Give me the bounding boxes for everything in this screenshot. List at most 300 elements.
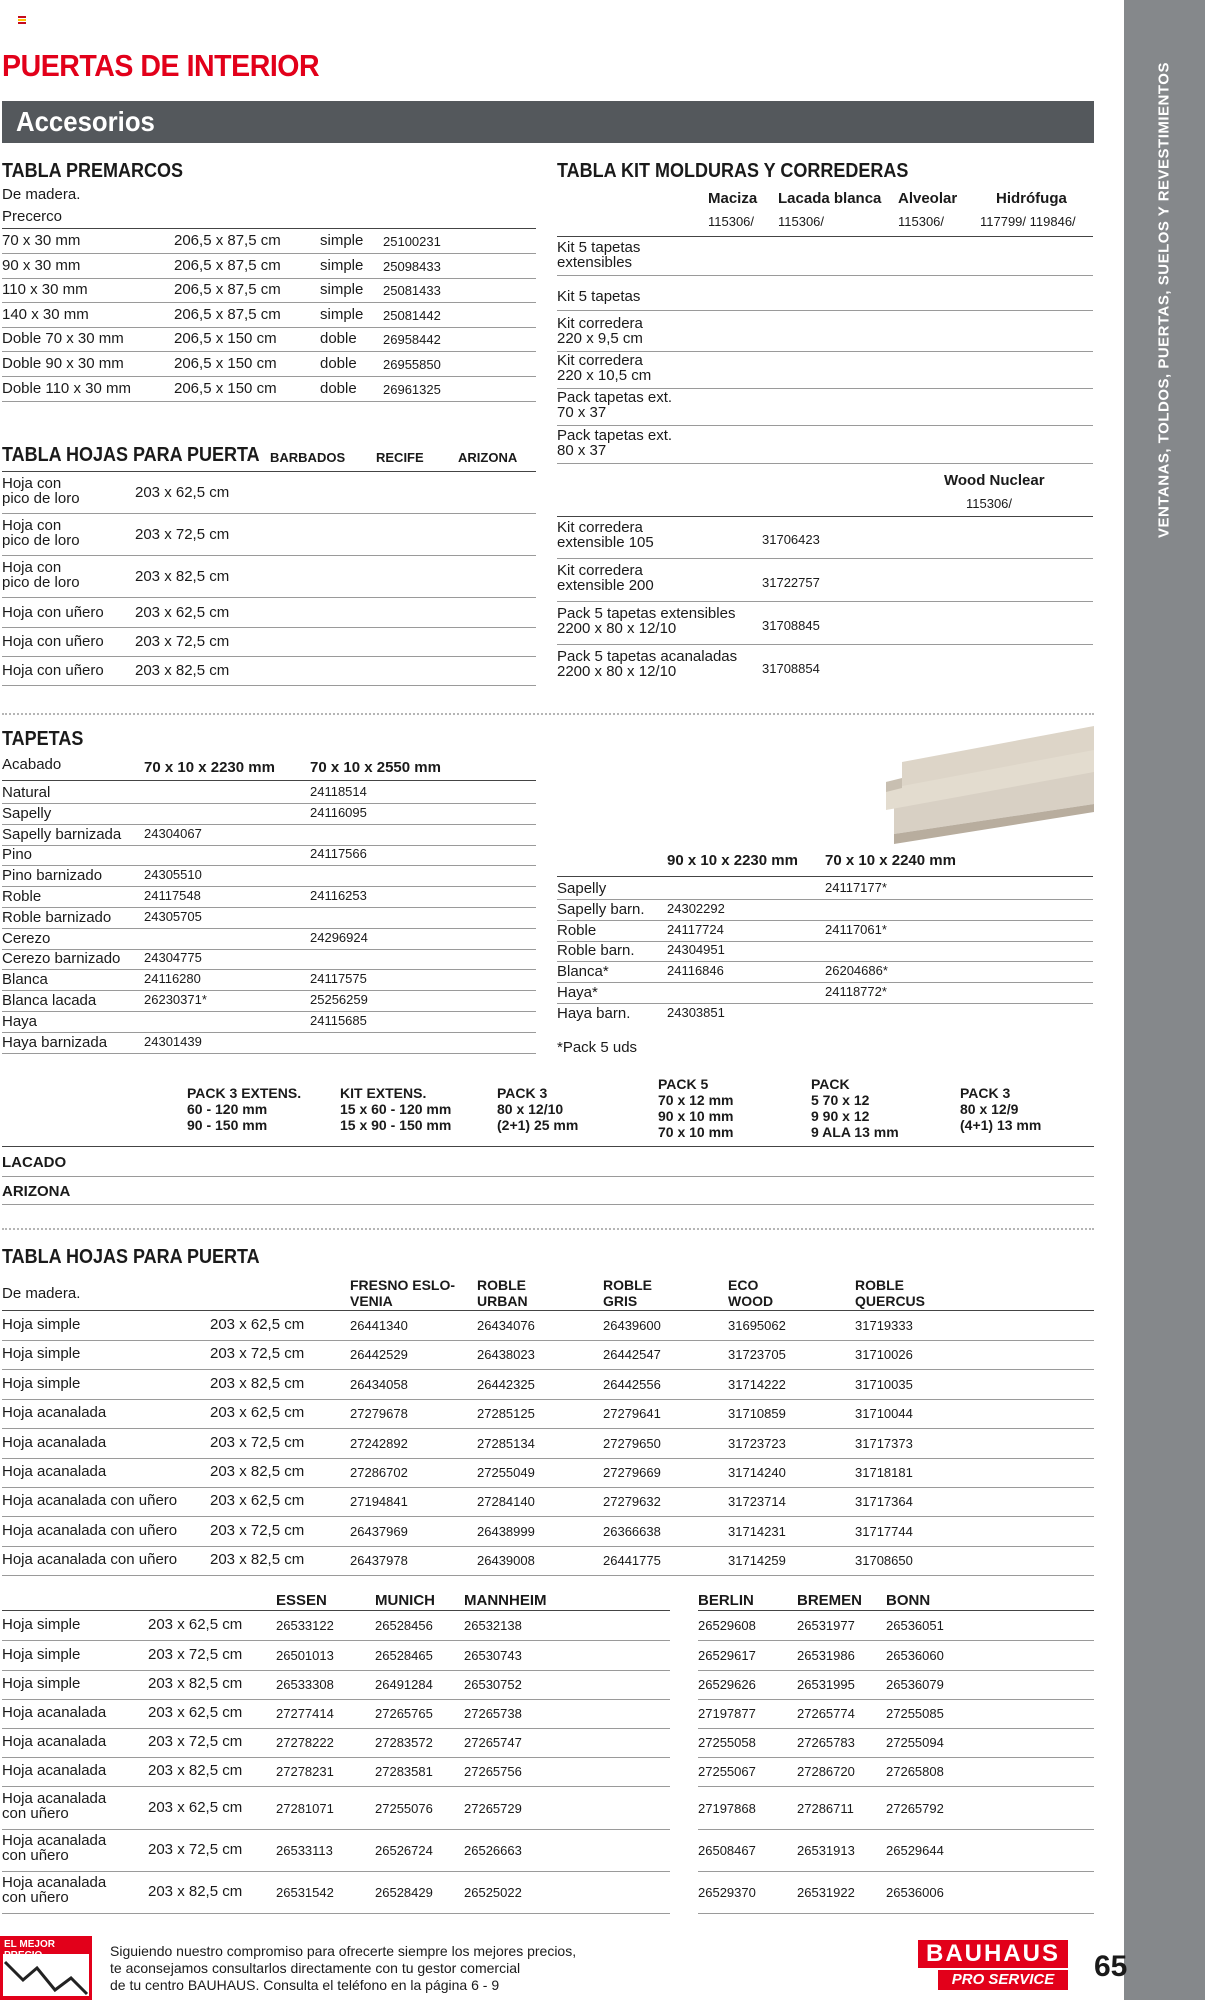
table-subtitle: Acabado <box>2 756 62 773</box>
row-divider <box>2 656 536 657</box>
premarco-dim: 206,5 x 87,5 cm <box>174 232 281 249</box>
code: 26529626 <box>698 1677 756 1692</box>
code: 24117724 <box>667 921 724 937</box>
premarco-dim: 206,5 x 87,5 cm <box>174 281 281 299</box>
code: 27279669 <box>603 1465 661 1480</box>
code: 26531913 <box>797 1843 855 1858</box>
finish-name: Haya barn. <box>557 1004 631 1022</box>
row-divider <box>2 780 536 781</box>
door-type: Hoja acanalada con uñero <box>2 1832 107 1864</box>
row-divider <box>2 1310 1094 1311</box>
code: 26501013 <box>276 1648 334 1663</box>
door-size: 203 x 82,5 cm <box>210 1551 305 1569</box>
column-header: ROBLE URBAN <box>477 1277 528 1309</box>
row-divider <box>557 876 1093 877</box>
door-size: 203 x 62,5 cm <box>148 1704 243 1721</box>
code: 24118514 <box>310 784 367 799</box>
code: 27279678 <box>350 1406 408 1422</box>
table-title: TABLA PREMARCOS <box>2 160 183 182</box>
kit-item: Kit corredera extensible 105 <box>557 519 654 551</box>
code: 24304775 <box>144 950 202 966</box>
door-type: Hoja acanalada con uñero <box>2 1492 178 1510</box>
row-divider <box>2 376 536 377</box>
table-title: TABLA KIT MOLDURAS Y CORREDERAS <box>557 160 909 182</box>
price-chart-icon <box>3 1954 89 1996</box>
page-number: 65 <box>1094 1950 1128 1983</box>
code: 31723723 <box>728 1435 786 1451</box>
door-size: 203 x 72,5 cm <box>210 1345 305 1363</box>
code: 24304067 <box>144 825 202 841</box>
code: 24117548 <box>144 888 201 903</box>
code: 27255058 <box>698 1735 756 1750</box>
door-type: Hoja acanalada <box>2 1733 107 1750</box>
row-divider <box>2 401 536 402</box>
code: 27278222 <box>276 1735 334 1750</box>
door-type: Hoja simple <box>2 1646 81 1663</box>
premarco-type: simple <box>320 256 364 274</box>
column-header: 90 x 10 x 2230 mm <box>667 852 798 869</box>
premarco-code: 26961325 <box>383 381 441 397</box>
code: 27197868 <box>698 1801 756 1816</box>
code: 24303851 <box>667 1004 725 1020</box>
finish-name: Blanca lacada <box>2 992 97 1009</box>
door-type: Hoja acanalada <box>2 1762 107 1779</box>
premarco-code: 25098433 <box>383 258 441 274</box>
premarco-type: simple <box>320 305 364 323</box>
premarco-type: simple <box>320 281 364 299</box>
code: 31714240 <box>728 1465 786 1480</box>
row-divider <box>2 969 536 970</box>
pack-header: PACK 5 70 x 12 9 90 x 12 9 ALA 13 mm <box>811 1076 899 1140</box>
kit-code: 31722757 <box>762 575 820 590</box>
code: 24116095 <box>310 804 367 820</box>
premarco-dim: 206,5 x 150 cm <box>174 355 277 372</box>
code: 27265792 <box>886 1801 944 1816</box>
row-divider <box>2 1053 536 1054</box>
sidebar <box>1124 0 1205 2000</box>
code: 26230371* <box>144 992 207 1007</box>
finish-name: Sapelly barn. <box>557 900 645 918</box>
code: 26441775 <box>603 1553 661 1569</box>
code: 26491284 <box>375 1677 433 1692</box>
row-divider <box>2 1428 1094 1429</box>
code: 27255076 <box>375 1801 433 1816</box>
column-header: BONN <box>886 1592 931 1609</box>
premarco-type: doble <box>320 330 357 348</box>
finish-name: Haya <box>2 1012 38 1030</box>
code: 26437969 <box>350 1523 408 1539</box>
code: 25256259 <box>310 992 368 1007</box>
finish-name: Blanca* <box>557 963 609 981</box>
code: 26529617 <box>698 1648 756 1663</box>
column-header: Hidrófuga <box>996 190 1067 207</box>
finish-name: Sapelly <box>557 880 607 897</box>
row-divider <box>2 1640 670 1641</box>
logo-top: BAUHAUS <box>918 1940 1068 1968</box>
finish-name: Blanca <box>2 971 48 989</box>
table-title: TABLA HOJAS PARA PUERTA <box>2 1246 260 1268</box>
code: 26525022 <box>464 1885 522 1900</box>
door-size: 203 x 62,5 cm <box>148 1799 243 1816</box>
code: 24116280 <box>144 971 201 987</box>
door-size: 203 x 62,5 cm <box>135 484 230 501</box>
row-divider <box>2 597 536 598</box>
best-price-label: EL MEJOR <box>4 1939 55 1950</box>
row-divider <box>557 941 1093 942</box>
code: 27277414 <box>276 1706 334 1721</box>
column-header: 70 x 10 x 2550 mm <box>310 759 441 776</box>
logo-bottom: PRO SERVICE <box>938 1970 1068 1990</box>
row-divider <box>2 928 536 929</box>
column-header: FRESNO ESLO- VENIA <box>350 1277 456 1309</box>
door-type: Hoja con pico de loro <box>2 517 80 549</box>
column-header: MUNICH <box>375 1592 435 1609</box>
code: 24302292 <box>667 900 725 916</box>
code: 26530743 <box>464 1648 522 1663</box>
row-divider <box>2 845 536 846</box>
code: 27255067 <box>698 1764 756 1779</box>
code: 27284140 <box>477 1494 535 1510</box>
premarco-code: 26958442 <box>383 332 441 348</box>
door-type: Hoja acanalada con uñero <box>2 1790 107 1822</box>
row-divider <box>698 1728 1094 1729</box>
door-size: 203 x 72,5 cm <box>148 1733 243 1750</box>
column-header: BERLIN <box>698 1592 754 1609</box>
premarco-type: doble <box>320 355 357 372</box>
code: 26441340 <box>350 1318 408 1333</box>
spain-flag-icon <box>18 16 26 24</box>
premarco-code: 26955850 <box>383 357 441 372</box>
code: 26439008 <box>477 1553 535 1569</box>
code: 24117566 <box>310 846 367 862</box>
row-divider <box>557 644 1093 645</box>
code: 27285134 <box>477 1435 535 1451</box>
column-header: RECIFE <box>376 450 424 465</box>
code: 26528465 <box>375 1648 433 1663</box>
row-divider <box>2 1757 670 1758</box>
column-header: Lacada blanca <box>778 190 882 207</box>
row-divider <box>2 471 536 472</box>
door-type: Hoja simple <box>2 1374 81 1392</box>
code: 26442529 <box>350 1347 408 1363</box>
table-subtitle: De madera. <box>2 1285 81 1302</box>
door-type: Hoja acanalada <box>2 1463 107 1480</box>
row-divider <box>2 1516 1094 1517</box>
pack-header: PACK 5 70 x 12 mm 90 x 10 mm 70 x 10 mm <box>658 1076 734 1140</box>
door-type: Hoja acanalada con uñero <box>2 1874 107 1906</box>
premarco-size: Doble 90 x 30 mm <box>2 355 124 372</box>
column-header: MANNHEIM <box>464 1592 547 1609</box>
door-type: Hoja con pico de loro <box>2 475 80 507</box>
code: 31714222 <box>728 1376 786 1392</box>
code: 26531922 <box>797 1885 855 1900</box>
code: 26533308 <box>276 1677 334 1692</box>
premarco-size: Doble 70 x 30 mm <box>2 330 124 348</box>
code: 27255085 <box>886 1706 944 1721</box>
footer-note: Siguiendo nuestro compromiso para ofrecerte siempre los mejores precios, te aconsejamos consultarlos directamente con tu gestor comercial de tu centro BAUHAUS. Consulta el teléfono en la página 6 - 9 <box>110 1943 577 1993</box>
row-divider <box>2 228 536 229</box>
code: 26529644 <box>886 1843 944 1858</box>
kit-item: Pack 5 tapetas acanaladas 2200 x 80 x 12/10 <box>557 648 738 680</box>
row-divider <box>2 1575 1094 1576</box>
row-divider <box>698 1699 1094 1700</box>
bauhaus-logo[interactable] <box>918 1940 1068 1992</box>
finish-name: Pino <box>2 846 33 864</box>
code: 26536051 <box>886 1618 944 1633</box>
code: 27265765 <box>375 1706 433 1721</box>
door-size: 203 x 82,5 cm <box>148 1762 243 1779</box>
code: 31717373 <box>855 1435 913 1451</box>
row-divider <box>698 1829 1094 1830</box>
kit-code: 31706423 <box>762 532 820 547</box>
premarco-dim: 206,5 x 87,5 cm <box>174 256 281 274</box>
code: 31710026 <box>855 1347 913 1363</box>
code: 24117177* <box>825 880 887 895</box>
row-divider <box>698 1670 1094 1671</box>
column-code: 117799/ 119846/ <box>980 214 1076 229</box>
code: 27283581 <box>375 1764 433 1779</box>
premarco-size: 90 x 30 mm <box>2 256 81 274</box>
code: 31719333 <box>855 1318 913 1333</box>
code: 24296924 <box>310 929 368 945</box>
kit-item: Kit corredera 220 x 9,5 cm <box>557 315 643 347</box>
column-header: BARBADOS <box>270 450 346 465</box>
row-divider <box>2 351 536 352</box>
column-header: ESSEN <box>276 1592 327 1609</box>
code: 24305510 <box>144 867 202 883</box>
kit-item: Kit corredera 220 x 10,5 cm <box>557 352 652 384</box>
column-code: 115306/ <box>708 214 755 229</box>
code: 31710859 <box>728 1406 786 1422</box>
code: 26533122 <box>276 1618 334 1633</box>
code: 26438023 <box>477 1347 535 1363</box>
code: 26529370 <box>698 1885 756 1900</box>
pack-header: PACK 3 80 x 12/10 (2+1) 25 mm <box>497 1085 579 1133</box>
code: 27197877 <box>698 1706 756 1721</box>
code: 26526724 <box>375 1843 433 1858</box>
row-divider <box>557 1003 1093 1004</box>
door-type: Hoja acanalada <box>2 1404 107 1422</box>
code: 27242892 <box>350 1435 408 1451</box>
code: 26531995 <box>797 1677 855 1692</box>
pack-header: PACK 3 EXTENS. 60 - 120 mm 90 - 150 mm <box>187 1085 302 1133</box>
row-divider <box>557 463 1093 464</box>
code: 27265774 <box>797 1706 855 1721</box>
premarco-size: Doble 110 x 30 mm <box>2 379 131 397</box>
row-divider <box>2 1699 670 1700</box>
code: 27285125 <box>477 1406 535 1422</box>
code: 27286711 <box>797 1801 854 1816</box>
row-divider <box>2 1369 1094 1370</box>
kit-item: Kit 5 tapetas <box>557 288 641 305</box>
code: 31714231 <box>728 1523 786 1539</box>
door-size: 203 x 62,5 cm <box>210 1316 305 1333</box>
row-divider <box>698 1610 1094 1611</box>
pack-header: PACK 3 80 x 12/9 (4+1) 13 mm <box>960 1085 1042 1133</box>
column-header: 70 x 10 x 2230 mm <box>144 759 275 776</box>
row-divider <box>2 1487 1094 1488</box>
door-size: 203 x 62,5 cm <box>210 1404 305 1422</box>
row-divider <box>2 1146 1094 1147</box>
finish-name: Roble <box>2 888 42 905</box>
code: 26528456 <box>375 1618 433 1633</box>
kit-item: Kit 5 tapetas extensibles <box>557 239 641 271</box>
row-divider <box>2 253 536 254</box>
door-type: Hoja con pico de loro <box>2 559 80 591</box>
row-divider <box>2 1670 670 1671</box>
code: 27279650 <box>603 1435 661 1451</box>
code: 27279632 <box>603 1494 661 1510</box>
row-divider <box>2 627 536 628</box>
column-header: Maciza <box>708 190 758 207</box>
row-divider <box>698 1913 1094 1914</box>
code: 27255094 <box>886 1735 944 1750</box>
door-size: 203 x 82,5 cm <box>210 1374 305 1392</box>
door-type: Hoja con uñero <box>2 662 104 679</box>
code: 27265808 <box>886 1764 944 1779</box>
column-header: 70 x 10 x 2240 mm <box>825 852 956 869</box>
code: 26438999 <box>477 1523 535 1539</box>
door-type: Hoja acanalada <box>2 1704 107 1721</box>
door-size: 203 x 62,5 cm <box>135 604 230 621</box>
code: 24117061* <box>825 921 887 937</box>
table-title: TAPETAS <box>2 728 84 750</box>
table-title: TABLA HOJAS PARA PUERTA <box>2 444 260 466</box>
code: 26439600 <box>603 1318 661 1333</box>
row-divider <box>2 513 536 514</box>
code: 26508467 <box>698 1843 756 1858</box>
door-type: Hoja simple <box>2 1316 81 1333</box>
door-size: 203 x 62,5 cm <box>210 1492 305 1510</box>
code: 24116253 <box>310 888 367 903</box>
column-header: Wood Nuclear <box>944 472 1045 489</box>
code: 26434058 <box>350 1376 408 1392</box>
pack-row-label: LACADO <box>2 1154 67 1171</box>
code: 26536006 <box>886 1885 944 1900</box>
code: 24118772* <box>825 984 887 999</box>
code: 27279641 <box>603 1406 661 1422</box>
column-header: ROBLE QUERCUS <box>855 1277 926 1309</box>
premarco-code: 25100231 <box>383 234 441 249</box>
best-price-badge <box>0 1936 92 2000</box>
row-divider <box>2 1176 1094 1177</box>
row-divider <box>557 310 1093 311</box>
row-divider <box>2 1786 670 1787</box>
row-divider <box>698 1640 1094 1641</box>
kit-item: Pack tapetas ext. 80 x 37 <box>557 427 673 459</box>
door-type: Hoja acanalada <box>2 1433 107 1451</box>
premarco-dim: 206,5 x 87,5 cm <box>174 305 281 323</box>
door-type: Hoja acanalada con uñero <box>2 1521 178 1539</box>
column-header: ECO WOOD <box>728 1277 774 1309</box>
row-divider <box>557 516 1093 517</box>
door-size: 203 x 82,5 cm <box>148 1675 243 1692</box>
premarco-dim: 206,5 x 150 cm <box>174 379 277 397</box>
code: 31695062 <box>728 1318 786 1333</box>
door-size: 203 x 72,5 cm <box>135 633 230 650</box>
column-header: ARIZONA <box>458 450 518 465</box>
column-code: 115306/ <box>778 214 825 229</box>
row-divider <box>2 278 536 279</box>
code: 31717364 <box>855 1494 913 1510</box>
code: 27265729 <box>464 1801 522 1816</box>
kit-item: Pack tapetas ext. 70 x 37 <box>557 389 673 421</box>
premarco-type: doble <box>320 379 357 397</box>
table-note: *Pack 5 uds <box>557 1039 638 1056</box>
row-divider <box>2 1728 670 1729</box>
finish-name: Pino barnizado <box>2 867 103 885</box>
finish-name: Natural <box>2 784 51 801</box>
door-size: 203 x 82,5 cm <box>210 1463 305 1480</box>
pack-header: KIT EXTENS. 15 x 60 - 120 mm 15 x 90 - 150 mm <box>340 1085 452 1133</box>
kit-code: 31708845 <box>762 618 820 633</box>
row-divider <box>2 327 536 328</box>
code: 24115685 <box>310 1012 367 1028</box>
code: 26526663 <box>464 1843 522 1858</box>
code: 27255049 <box>477 1465 535 1480</box>
row-divider <box>2 1871 670 1872</box>
row-divider <box>2 1458 1094 1459</box>
code: 26529608 <box>698 1618 756 1633</box>
section-banner <box>2 101 1094 143</box>
code: 24116846 <box>667 963 724 979</box>
premarco-size: 110 x 30 mm <box>2 281 88 299</box>
row-divider <box>2 302 536 303</box>
section-divider <box>2 713 1094 715</box>
code: 26536079 <box>886 1677 944 1692</box>
row-divider <box>2 1610 670 1611</box>
page-title: PUERTAS DE INTERIOR <box>2 48 320 83</box>
code: 26366638 <box>603 1523 661 1539</box>
section-divider <box>2 1228 1094 1230</box>
door-size: 203 x 82,5 cm <box>148 1883 243 1900</box>
code: 31714259 <box>728 1553 786 1569</box>
finish-name: Sapelly barnizada <box>2 825 122 843</box>
code: 24304951 <box>667 942 725 958</box>
pack-row-label: ARIZONA <box>2 1183 71 1200</box>
code: 27194841 <box>350 1494 408 1510</box>
premarco-size: 140 x 30 mm <box>2 305 89 323</box>
code: 31710035 <box>855 1376 913 1392</box>
code: 24305705 <box>144 908 202 924</box>
code: 26536060 <box>886 1648 944 1663</box>
kit-item: Kit corredera extensible 200 <box>557 562 654 594</box>
row-divider <box>557 425 1093 426</box>
row-divider <box>2 1546 1094 1547</box>
column-header: BREMEN <box>797 1592 863 1609</box>
row-divider <box>2 1011 536 1012</box>
door-type: Hoja con uñero <box>2 604 104 621</box>
door-type: Hoja simple <box>2 1675 81 1692</box>
row-divider <box>2 886 536 887</box>
door-type: Hoja simple <box>2 1616 81 1633</box>
row-divider <box>557 558 1093 559</box>
door-size: 203 x 72,5 cm <box>148 1841 243 1858</box>
code: 31708650 <box>855 1553 913 1569</box>
code: 24117575 <box>310 971 367 987</box>
finish-name: Cerezo barnizado <box>2 950 121 968</box>
code: 26531542 <box>276 1885 334 1900</box>
code: 26434076 <box>477 1318 535 1333</box>
door-size: 203 x 72,5 cm <box>210 1433 305 1451</box>
finish-name: Cerezo <box>2 929 51 947</box>
code: 26533113 <box>276 1843 333 1858</box>
code: 26204686* <box>825 963 888 979</box>
row-divider <box>2 1204 1094 1205</box>
finish-name: Sapelly <box>2 804 52 822</box>
row-divider <box>2 1399 1094 1400</box>
code: 27265783 <box>797 1735 855 1750</box>
